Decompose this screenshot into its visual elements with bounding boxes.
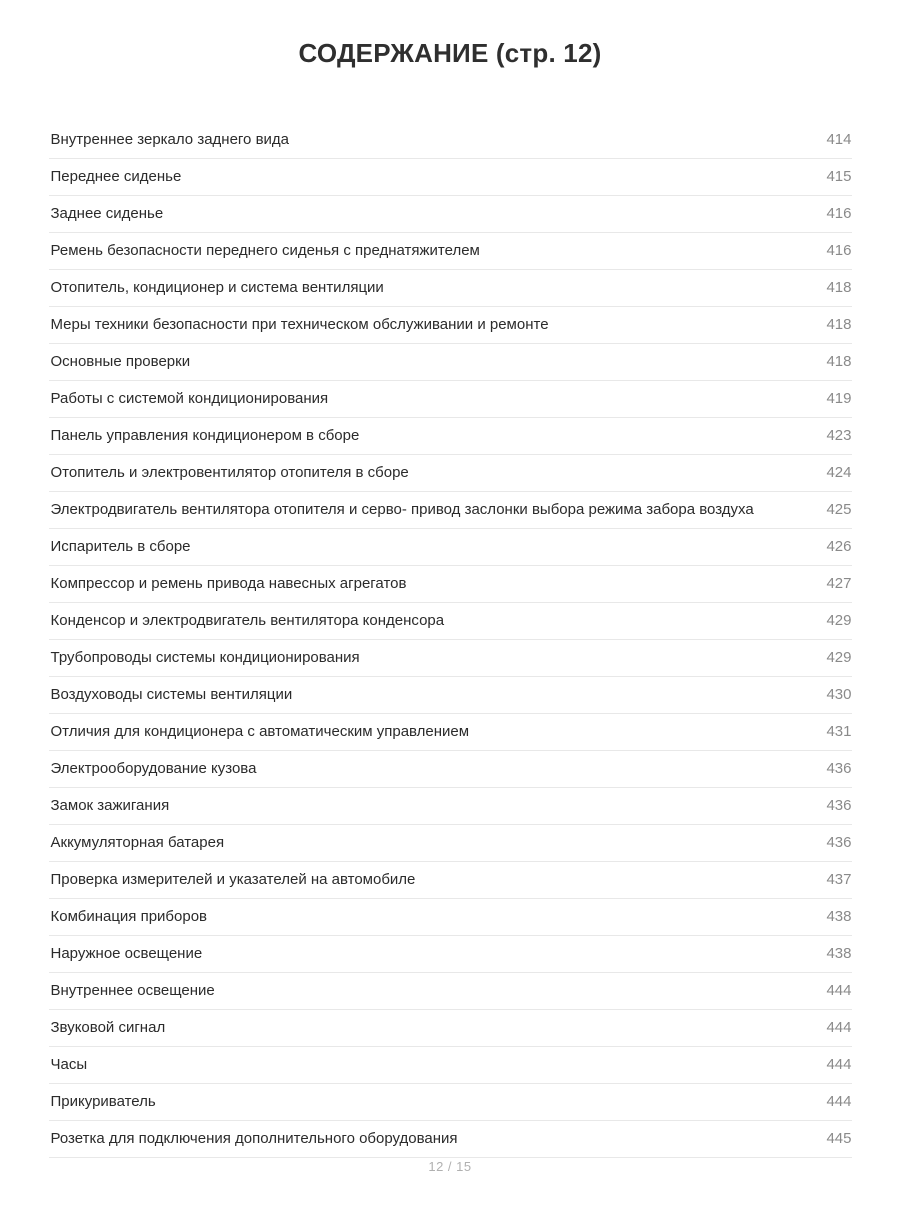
toc-entry-page-number: 425 (826, 501, 852, 519)
toc-entry-page-number: 444 (826, 982, 852, 1000)
toc-entry[interactable] (49, 640, 852, 677)
toc-entry-title: Испаритель в сборе (50, 538, 191, 556)
toc-entry-page-number: 430 (826, 686, 852, 704)
toc-entry-title: Звуковой сигнал (50, 1019, 166, 1037)
toc-entry[interactable] (49, 307, 852, 344)
toc-entry-title: Компрессор и ремень привода навесных агрегатов (50, 575, 407, 593)
toc-entry-page-number: 444 (826, 1019, 852, 1037)
toc-entry-title: Внутреннее освещение (50, 982, 215, 1000)
toc-entry-title: Часы (50, 1056, 88, 1074)
toc-entry-page-number: 429 (826, 612, 852, 630)
toc-entry-title: Электродвигатель вентилятора отопителя и серво- привод заслонки выбора режима забора воздуха (50, 501, 754, 519)
toc-entry[interactable] (49, 899, 852, 936)
toc-entry-title: Работы с системой кондиционирования (50, 390, 329, 408)
toc-entry[interactable] (49, 529, 852, 566)
toc-entry-page-number: 423 (826, 427, 852, 445)
toc-entry-title: Заднее сиденье (50, 205, 164, 223)
toc-entry-title: Отопитель, кондиционер и система вентиляции (50, 279, 384, 297)
toc-entry-title: Отличия для кондиционера с автоматическим управлением (50, 723, 470, 741)
toc-entry-title: Проверка измерителей и указателей на автомобиле (50, 871, 416, 889)
toc-entry-page-number: 437 (826, 871, 852, 889)
toc-entry[interactable] (49, 1121, 852, 1158)
toc-entry-page-number: 427 (826, 575, 852, 593)
toc-entry-page-number: 445 (826, 1130, 852, 1148)
toc-entry-page-number: 438 (826, 908, 852, 926)
toc-entry[interactable] (49, 455, 852, 492)
toc-entry[interactable] (49, 825, 852, 862)
toc-entry-page-number: 438 (826, 945, 852, 963)
toc-entry-page-number: 429 (826, 649, 852, 667)
toc-entry[interactable] (49, 1047, 852, 1084)
toc-entry-page-number: 424 (826, 464, 852, 482)
toc-entry-title: Меры техники безопасности при техническом обслуживании и ремонте (50, 316, 549, 334)
toc-entry-page-number: 444 (826, 1093, 852, 1111)
toc-entry-page-number: 416 (826, 242, 852, 260)
toc-entry[interactable] (49, 159, 852, 196)
toc-entry[interactable] (49, 788, 852, 825)
toc-entry-title: Внутреннее зеркало заднего вида (50, 131, 290, 149)
toc-entry-page-number: 415 (826, 168, 852, 186)
toc-entry-page-number: 431 (826, 723, 852, 741)
toc-entry-title: Основные проверки (50, 353, 191, 371)
toc-entry[interactable] (49, 677, 852, 714)
toc-entry-page-number: 416 (826, 205, 852, 223)
toc-entry[interactable] (49, 936, 852, 973)
toc-entry-title: Электрооборудование кузова (50, 760, 257, 778)
toc-entry[interactable] (49, 714, 852, 751)
toc-entry-title: Замок зажигания (50, 797, 170, 815)
toc-entry-page-number: 418 (826, 353, 852, 371)
toc-entry-title: Наружное освещение (50, 945, 203, 963)
toc-entry-title: Аккумуляторная батарея (50, 834, 225, 852)
toc-entry[interactable] (49, 566, 852, 603)
toc-entry[interactable] (49, 196, 852, 233)
toc-entry-page-number: 444 (826, 1056, 852, 1074)
toc-entry[interactable] (49, 233, 852, 270)
toc-entry[interactable] (49, 418, 852, 455)
toc-entry-title: Отопитель и электровентилятор отопителя в сборе (50, 464, 409, 482)
toc-entry[interactable] (49, 862, 852, 899)
toc-entry-title: Ремень безопасности переднего сиденья с преднатяжителем (50, 242, 480, 260)
toc-entry[interactable] (49, 1010, 852, 1047)
toc-entry-page-number: 414 (826, 131, 852, 149)
toc-entry[interactable] (49, 751, 852, 788)
page-title: СОДЕРЖАНИЕ (стр. 12) (298, 38, 602, 68)
toc-entry-page-number: 418 (826, 279, 852, 297)
toc-entry-title: Панель управления кондиционером в сборе (50, 427, 360, 445)
footer-page-indicator: 12 / 15 (428, 1159, 472, 1175)
toc-entry[interactable] (49, 122, 852, 159)
toc-entry[interactable] (49, 492, 852, 529)
toc-entry-page-number: 418 (826, 316, 852, 334)
toc-entry-title: Трубопроводы системы кондиционирования (50, 649, 360, 667)
toc-entry-title: Розетка для подключения дополнительного оборудования (50, 1130, 458, 1148)
toc-entry[interactable] (49, 381, 852, 418)
toc-entry-page-number: 436 (826, 797, 852, 815)
page-footer (0, 1158, 900, 1224)
toc-entry-title: Конденсор и электродвигатель вентилятора конденсора (50, 612, 445, 630)
toc-entry[interactable] (49, 270, 852, 307)
toc-entry-title: Воздуховоды системы вентиляции (50, 686, 293, 704)
toc-entry-title: Комбинация приборов (50, 908, 208, 926)
toc-entry-title: Переднее сиденье (50, 168, 182, 186)
toc-entry[interactable] (49, 1084, 852, 1121)
toc-entry-page-number: 426 (826, 538, 852, 556)
toc-entry-page-number: 436 (826, 834, 852, 852)
toc-entry[interactable] (49, 973, 852, 1010)
toc-entry[interactable] (49, 344, 852, 381)
toc-entry-page-number: 436 (826, 760, 852, 778)
table-of-contents (49, 108, 852, 1158)
toc-entry[interactable] (49, 603, 852, 640)
toc-entry-title: Прикуриватель (50, 1093, 156, 1111)
toc-entry-page-number: 419 (826, 390, 852, 408)
